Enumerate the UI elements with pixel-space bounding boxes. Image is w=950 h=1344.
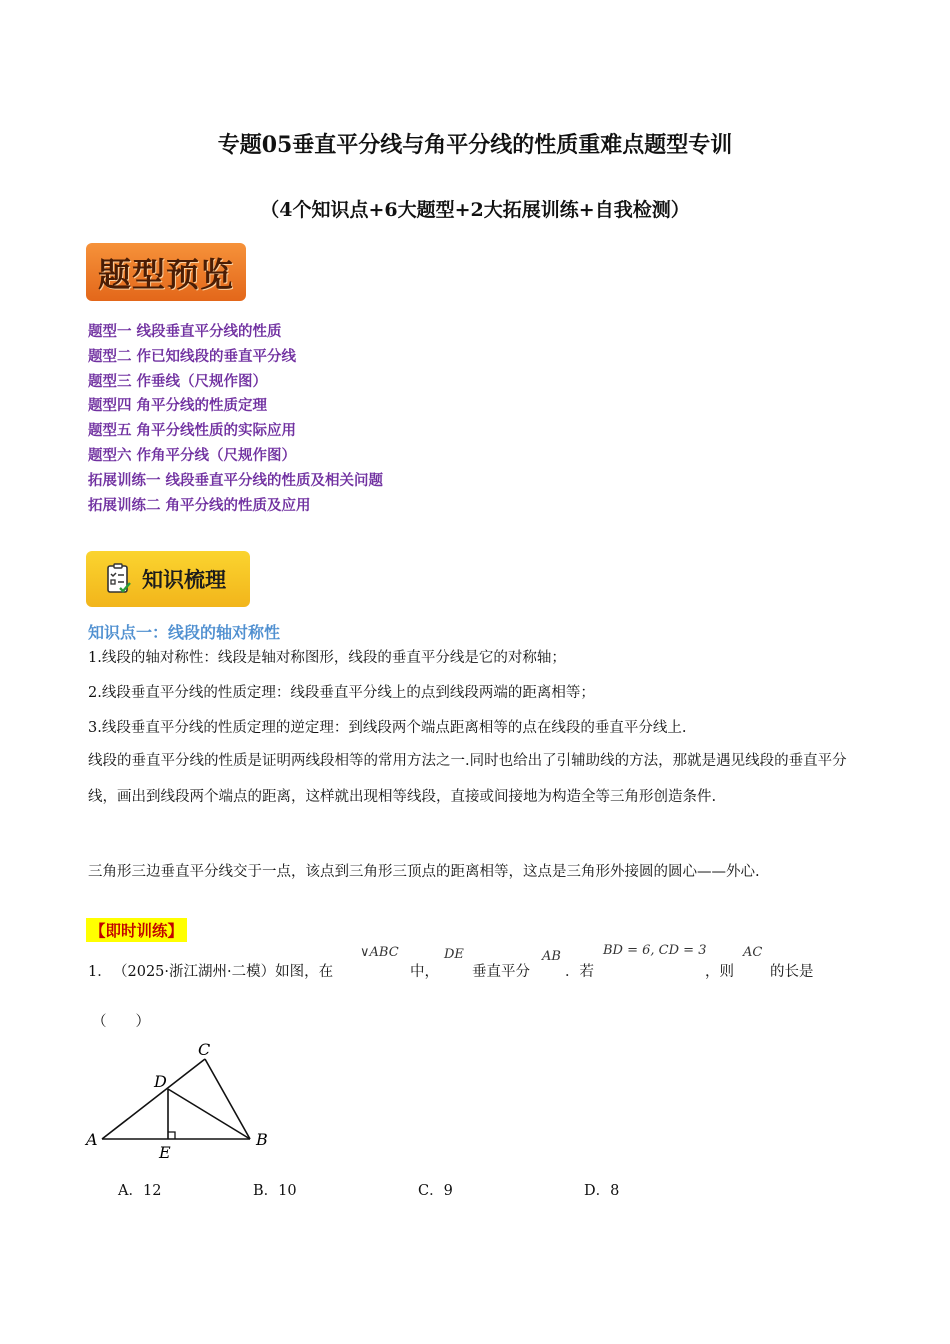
knowledge-point-title: 知识点一：线段的轴对称性: [88, 623, 281, 642]
question-source: （2025·浙江湖州·二模）如图，在: [113, 964, 334, 980]
kp-paragraph-1: 线段的垂直平分线的性质是证明两线段相等的常用方法之一.同时也给出了引辅助线的方法，那就是遇见线段的垂直平分线，画出到线段两个端点的距离，这样就出现相等线段，直接或间接地为构造全等三角形创造条件.: [88, 753, 847, 805]
knowledge-badge: [86, 551, 250, 607]
kp-line-1: 1.线段的轴对称性：线段是轴对称图形，线段的垂直平分线是它的对称轴；: [88, 650, 566, 666]
knowledge-badge-label: 知识梳理: [142, 568, 226, 592]
question-text: ，则: [705, 964, 734, 980]
topic-item[interactable]: 题型五 角平分线性质的实际应用: [88, 423, 297, 440]
question-text: 垂直平分: [472, 964, 530, 980]
triangle-figure: [80, 1035, 280, 1165]
kp-paragraph-2: 三角形三边垂直平分线交于一点，该点到三角形三顶点的距离相等，这点是三角形外接圆的圆心——外心.: [88, 864, 760, 880]
practice-label: 【即时训练】: [86, 918, 187, 942]
topic-item[interactable]: 拓展训练二 角平分线的性质及应用: [88, 497, 311, 514]
option-a[interactable]: A．12: [118, 1183, 162, 1199]
option-c[interactable]: C．9: [418, 1183, 453, 1199]
topic-list: [88, 320, 383, 518]
preview-badge: [86, 243, 246, 301]
math-triangle-abc: ∨ABC: [360, 945, 399, 960]
math-given-lengths: BD = 6, CD = 3: [603, 943, 707, 958]
answer-bracket: （ ）: [92, 1014, 150, 1030]
page-subtitle: （4个知识点+6大题型+2大拓展训练+自我检测）: [260, 199, 690, 221]
option-b[interactable]: B．10: [253, 1183, 297, 1199]
right-angle-mark: [168, 1132, 175, 1139]
point-label-e: E: [159, 1143, 171, 1162]
kp-line-3: 3.线段垂直平分线的性质定理的逆定理：到线段两个端点距离相等的点在线段的垂直平分线上.: [88, 720, 687, 736]
checklist-icon: [106, 563, 132, 595]
topic-item[interactable]: 拓展训练一 线段垂直平分线的性质及相关问题: [88, 472, 384, 489]
preview-badge-label: 题型预览: [98, 254, 234, 294]
topic-item[interactable]: 题型四 角平分线的性质定理: [88, 398, 268, 415]
kp-line-2: 2.线段垂直平分线的性质定理：线段垂直平分线上的点到线段两端的距离相等；: [88, 685, 595, 701]
option-d[interactable]: D．8: [584, 1183, 620, 1199]
topic-item[interactable]: 题型三 作垂线（尺规作图）: [88, 373, 268, 390]
topic-item[interactable]: 题型二 作已知线段的垂直平分线: [88, 348, 297, 365]
topic-item[interactable]: 题型六 作角平分线（尺规作图）: [88, 447, 297, 464]
point-label-c: C: [198, 1040, 211, 1059]
question-text: ．若: [565, 964, 594, 980]
page-title: 专题05垂直平分线与角平分线的性质重难点题型专训: [217, 132, 733, 158]
math-ab: AB: [542, 949, 561, 964]
question-text: 中，: [410, 964, 439, 980]
point-label-b: B: [256, 1130, 268, 1149]
question-number: 1．: [88, 964, 112, 980]
topic-item[interactable]: 题型一 线段垂直平分线的性质: [88, 324, 282, 340]
segment-ac: [102, 1059, 205, 1139]
math-de: DE: [444, 947, 464, 962]
question-text: 的长是: [770, 964, 814, 980]
point-label-a: A: [86, 1130, 98, 1149]
math-ac: AC: [743, 945, 763, 960]
segment-db: [168, 1089, 250, 1139]
segment-cb: [205, 1059, 250, 1139]
point-label-d: D: [154, 1072, 167, 1091]
